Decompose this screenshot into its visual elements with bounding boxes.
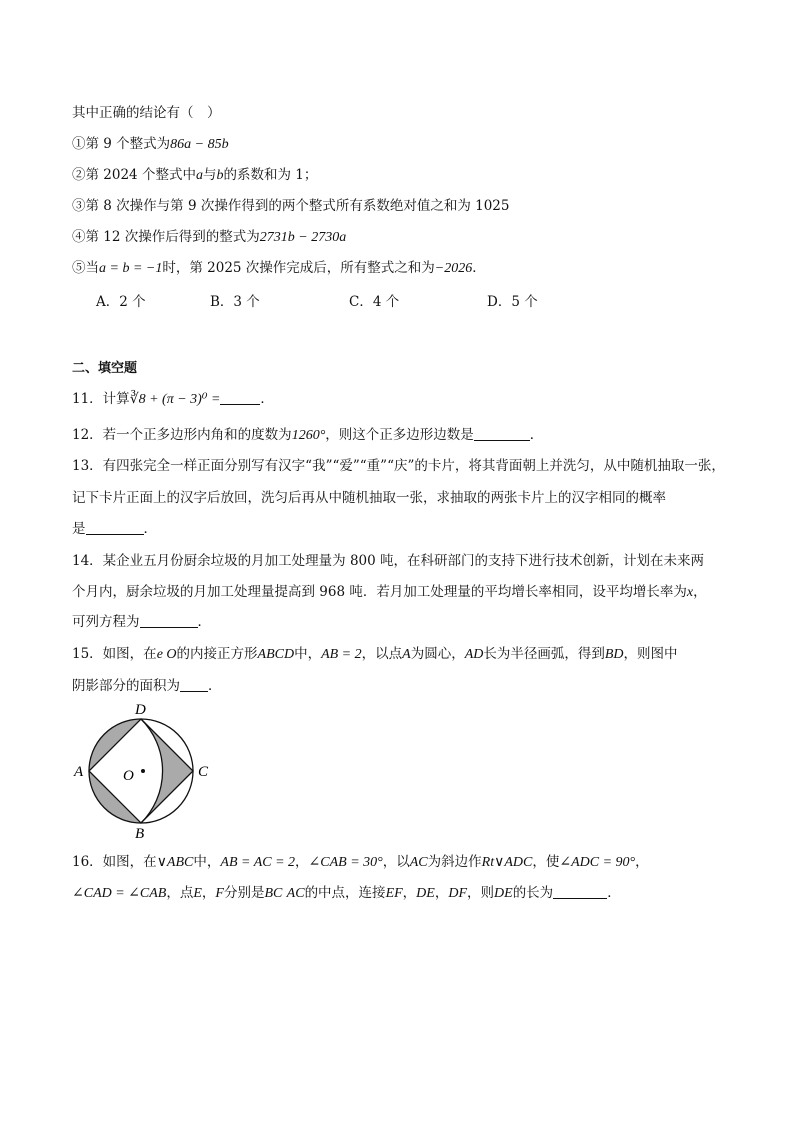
choice-b: B．3 个 [210, 294, 260, 310]
q10-intro: 其中正确的结论有（ ） [72, 105, 221, 121]
q13-line-2: 记下卡片正面上的汉字后放回，洗匀后再从中随机抽取一张，求抽取的两张卡片上的汉字相同的概率 [72, 490, 666, 506]
choice-d: D．5 个 [487, 294, 538, 310]
section-title: 二、填空题 [72, 361, 138, 376]
circle-square-figure [68, 698, 228, 844]
q10-statement-3: ③第 8 次操作与第 9 次操作得到的两个整式所有系数绝对值之和为 1025 [72, 198, 510, 214]
label-d: D [135, 702, 146, 718]
q13-line-3: 是 ． [72, 521, 157, 537]
q13-line-1: 13．有四张完全一样正面分别写有汉字“我”“爱”“重”“庆”的卡片，将其背面朝上并洗匀，从中随机抽取一张， [72, 458, 725, 474]
answer-blank [140, 613, 198, 628]
answer-blank [474, 426, 530, 441]
answer-blank [220, 390, 260, 405]
choice-a: A．2 个 [96, 294, 146, 310]
answer-blank [86, 520, 144, 535]
q10-statement-1: ①第 9 个整式为86a − 85b [72, 136, 229, 152]
label-b: B [135, 826, 145, 842]
center-dot [141, 769, 145, 773]
q14-line-1: 14．某企业五月份厨余垃圾的月加工处理量为 800 吨，在科研部门的支持下进行技术创新，计划在未来两 [72, 553, 705, 569]
q14-line-2: 个月内，厨余垃圾的月加工处理量提高到 968 吨．若月加工处理量的平均增长率相同，设平均增长率为x， [72, 584, 707, 600]
label-o: O [123, 768, 134, 784]
q16-line-2: ∠CAD = ∠CAB，点E，F分别是BC AC的中点，连接EF，DE，DF，则DE的长为 ． [72, 885, 621, 901]
q15-line-2: 阴影部分的面积为 ． [72, 678, 222, 694]
label-a: A [74, 764, 84, 780]
q10-statement-2: ②第 2024 个整式中a与b的系数和为 1； [72, 167, 318, 183]
q10-statement-5: ⑤当a = b = −1时，第 2025 次操作完成后，所有整式之和为−2026． [72, 260, 486, 276]
q11: 11．计算∛8 + (π − 3)⁰ = ． [72, 391, 274, 407]
label-c: C [198, 764, 209, 780]
q16-line-1: 16．如图，在∨ABC中，AB = AC = 2，∠CAB = 30°，以AC为斜边作Rt∨ADC，使∠ADC = 90°， [72, 854, 649, 870]
answer-blank [553, 884, 607, 899]
answer-blank [180, 677, 208, 692]
q15-line-1: 15．如图，在e O的内接正方形ABCD中，AB = 2，以点A为圆心，AD长为半径画弧，得到BD，则图中 [72, 646, 678, 662]
q14-line-3: 可列方程为 ． [72, 614, 211, 630]
q10-statement-4: ④第 12 次操作后得到的整式为2731b − 2730a [72, 229, 347, 245]
q12: 12．若一个正多边形内角和的度数为1260°，则这个正多边形边数是 ． [72, 427, 544, 443]
choice-c: C．4 个 [349, 294, 400, 310]
